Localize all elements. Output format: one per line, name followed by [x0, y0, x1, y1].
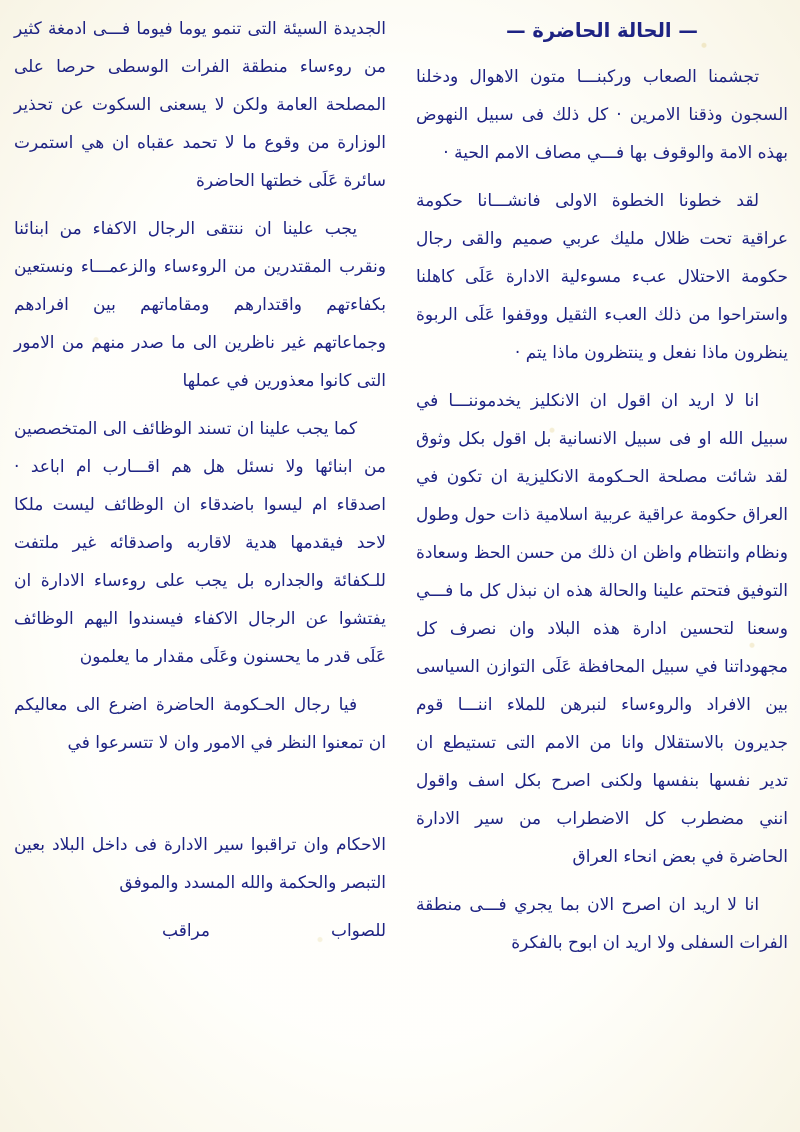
left-paragraph-2: يجب علينا ان ننتقى الرجال الاكفاء من ابنائنا ونقرب المقتدرين من الروءساء والزعمـــاء ونستعين بكفاءتهم واقتدارهم ومقاماتهم بين افرادهم وجماعاتهم غير ناظرين الى ما صدر منهم من الامور التى كانوا معذورين في عملها [14, 219, 386, 391]
right-paragraph-2: لقد خطونا الخطوة الاولى فانشـــانا حكومة عراقية تحت ظلال مليك عربي صميم والقى رجال حكومة الاحتلال عبء مسوءلية الادارة عَلَى كاهلنا واستراحوا من ذلك العبء الثقيل ووقفوا عَلَى الربوة ينظرون ماذا نفعل و ينتظرون ماذا يتم · [416, 191, 788, 363]
left-paragraph-3: كما يجب علينا ان تسند الوظائف الى المتخصصين من ابنائها ولا نسئل هل هم اقـــارب ام اباعد · اصدقاء ام ليسوا باضدقاء ان الوظائف ليست ملكا لاحد فيقدمها هدية لاقاربه واصدقائه غير ملتفت للـكفائة والجداره بل يجب على روءساء الادارة ان يفتشوا عن الرجال الاكفاء فيسندوا اليهم الوظائف عَلَى قدر ما يحسنون وعَلَى مقدار ما يعلمون [14, 419, 386, 667]
article-title: — الحالة الحاضرة — [506, 19, 698, 42]
closing-word: للصواب [330, 921, 386, 941]
left-paragraph-1: الجديدة السيئة التى تنمو يوما فيوما فـــى ادمغة كثير من روءساء منطقة الفرات الوسطى حرصا على المصلحة العامة ولكن لا يسعنى السكوت عن تحذير الوزارة من وقوع ما لا تحمد عقباه ان هي استمرت سائرة عَلَى خطتها الحاضرة [14, 19, 386, 191]
signature-line [14, 912, 386, 950]
right-paragraph-4: انا لا اريد ان اصرح الان بما يجري فـــى منطقة الفرات السفلى ولا اريد ان ابوح بالفكرة [416, 895, 788, 953]
column-primary-right [416, 10, 788, 1132]
column-continuation-left [14, 10, 386, 1132]
right-paragraph-3: انا لا اريد ان اقول ان الانكليز يخدموننـــا في سبيل الله او فى سبيل الانسانية بل اقول بكل وثوق لقد شائت مصلحة الحـكومة الانكليزية ان تكون في العراق حكومة عراقية عربية اسلامية ذات حول وطول ونظام وانتظام واظن ان ذلك من حسن الحظ وسعادة التوفيق فتحتم علينا والحالة هذه ان نبذل كل ما فـــي وسعنا لتحسين ادارة هذه البلاد وان نصرف كل مجهوداتنا في سبيل المحافظة عَلَى التوازن السياسى بين الافراد والروءساء لنبرهن للملاء اننـــا قوم جديرون بالاستقلال وانا من الامم التى تستيطع ان تدير نفسها بنفسها ولكنى اصرح بكل اسف واقول انني مضطرب كل الاضطراب من سير الادارة الحاضرة في بعض انحاء العراق [416, 391, 788, 867]
signature-observer: مراقب [162, 921, 211, 941]
closing-paragraph: الاحكام وان تراقبوا سير الادارة فى داخل البلاد بعين التبصر والحكمة والله المسدد والموفق [14, 835, 386, 893]
right-paragraph-1: تجشمنا الصعاب وركبنـــا متون الاهوال ودخلنا السجون وذقنا الامرين · كل ذلك فى سبيل النهوض بهذه الامة والوقوف بها فـــي مصاف الامم الحية · [416, 67, 788, 163]
left-paragraph-4: فيا رجال الحـكومة الحاضرة اضرع الى معاليكم ان تمعنوا النظر في الامور وان لا تتسرعوا في [14, 695, 386, 753]
